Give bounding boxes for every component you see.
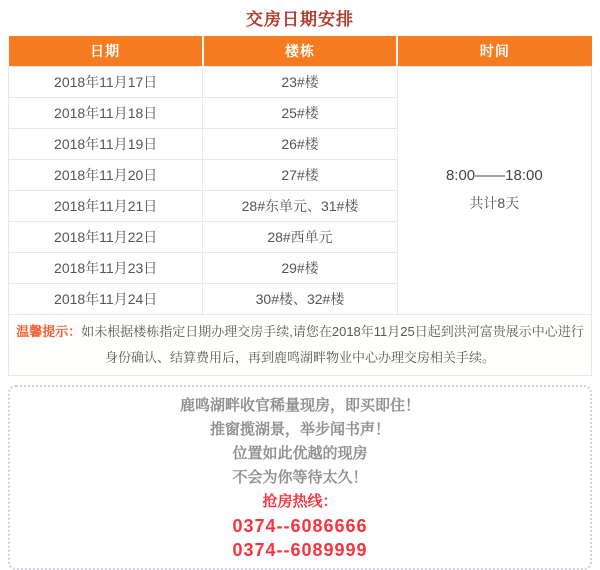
hotline-phone: 0374--6089999 — [232, 539, 368, 560]
building-cell: 30#楼、32#楼 — [203, 283, 397, 314]
date-cell: 2018年11月20日 — [9, 159, 203, 190]
notice-box — [8, 314, 592, 376]
time-total: 共计8天 — [469, 195, 520, 211]
date-cell: 2018年11月17日 — [9, 66, 203, 97]
notice-text: 如未根据楼栋指定日期办理交房手续,请您在2018年11月25日起到洪河富贵展示中心进行身份确认、结算费用后，再到鹿鸣湖畔物业中心办理交房相关手续。 — [81, 323, 584, 365]
building-cell: 25#楼 — [203, 97, 397, 128]
notice-label: 温馨提示： — [16, 323, 82, 339]
building-cell: 28#东单元、31#楼 — [203, 190, 397, 221]
promo-box — [8, 385, 592, 570]
col-header-building: 楼栋 — [203, 36, 397, 66]
date-cell: 2018年11月24日 — [9, 283, 203, 314]
handover-schedule-table — [8, 36, 592, 315]
promo-line: 不会为你等待太久！ — [232, 468, 368, 486]
col-header-time: 时间 — [397, 36, 591, 66]
time-range: 8:00——18:00 — [445, 167, 543, 184]
date-cell: 2018年11月22日 — [9, 221, 203, 252]
date-cell: 2018年11月23日 — [9, 252, 203, 283]
building-cell: 29#楼 — [203, 252, 397, 283]
promo-line: 鹿鸣湖畔收官稀量现房，即买即住！ — [179, 396, 420, 414]
promo-line: 推窗揽湖景，举步闻书声！ — [209, 420, 390, 438]
time-cell — [397, 66, 591, 314]
table-header-row — [9, 36, 592, 66]
page-title: 交房日期安排 — [246, 10, 354, 29]
col-header-date: 日期 — [9, 36, 203, 66]
hotline-phone: 0374--6086666 — [232, 515, 368, 536]
building-cell: 27#楼 — [203, 159, 397, 190]
date-cell: 2018年11月21日 — [9, 190, 203, 221]
date-cell: 2018年11月19日 — [9, 128, 203, 159]
table-row — [9, 66, 592, 97]
building-cell: 23#楼 — [203, 66, 397, 97]
promo-line: 位置如此优越的现房 — [232, 444, 368, 462]
building-cell: 26#楼 — [203, 128, 397, 159]
building-cell: 28#西单元 — [203, 221, 397, 252]
date-cell: 2018年11月18日 — [9, 97, 203, 128]
hotline-label: 抢房热线： — [262, 492, 338, 510]
